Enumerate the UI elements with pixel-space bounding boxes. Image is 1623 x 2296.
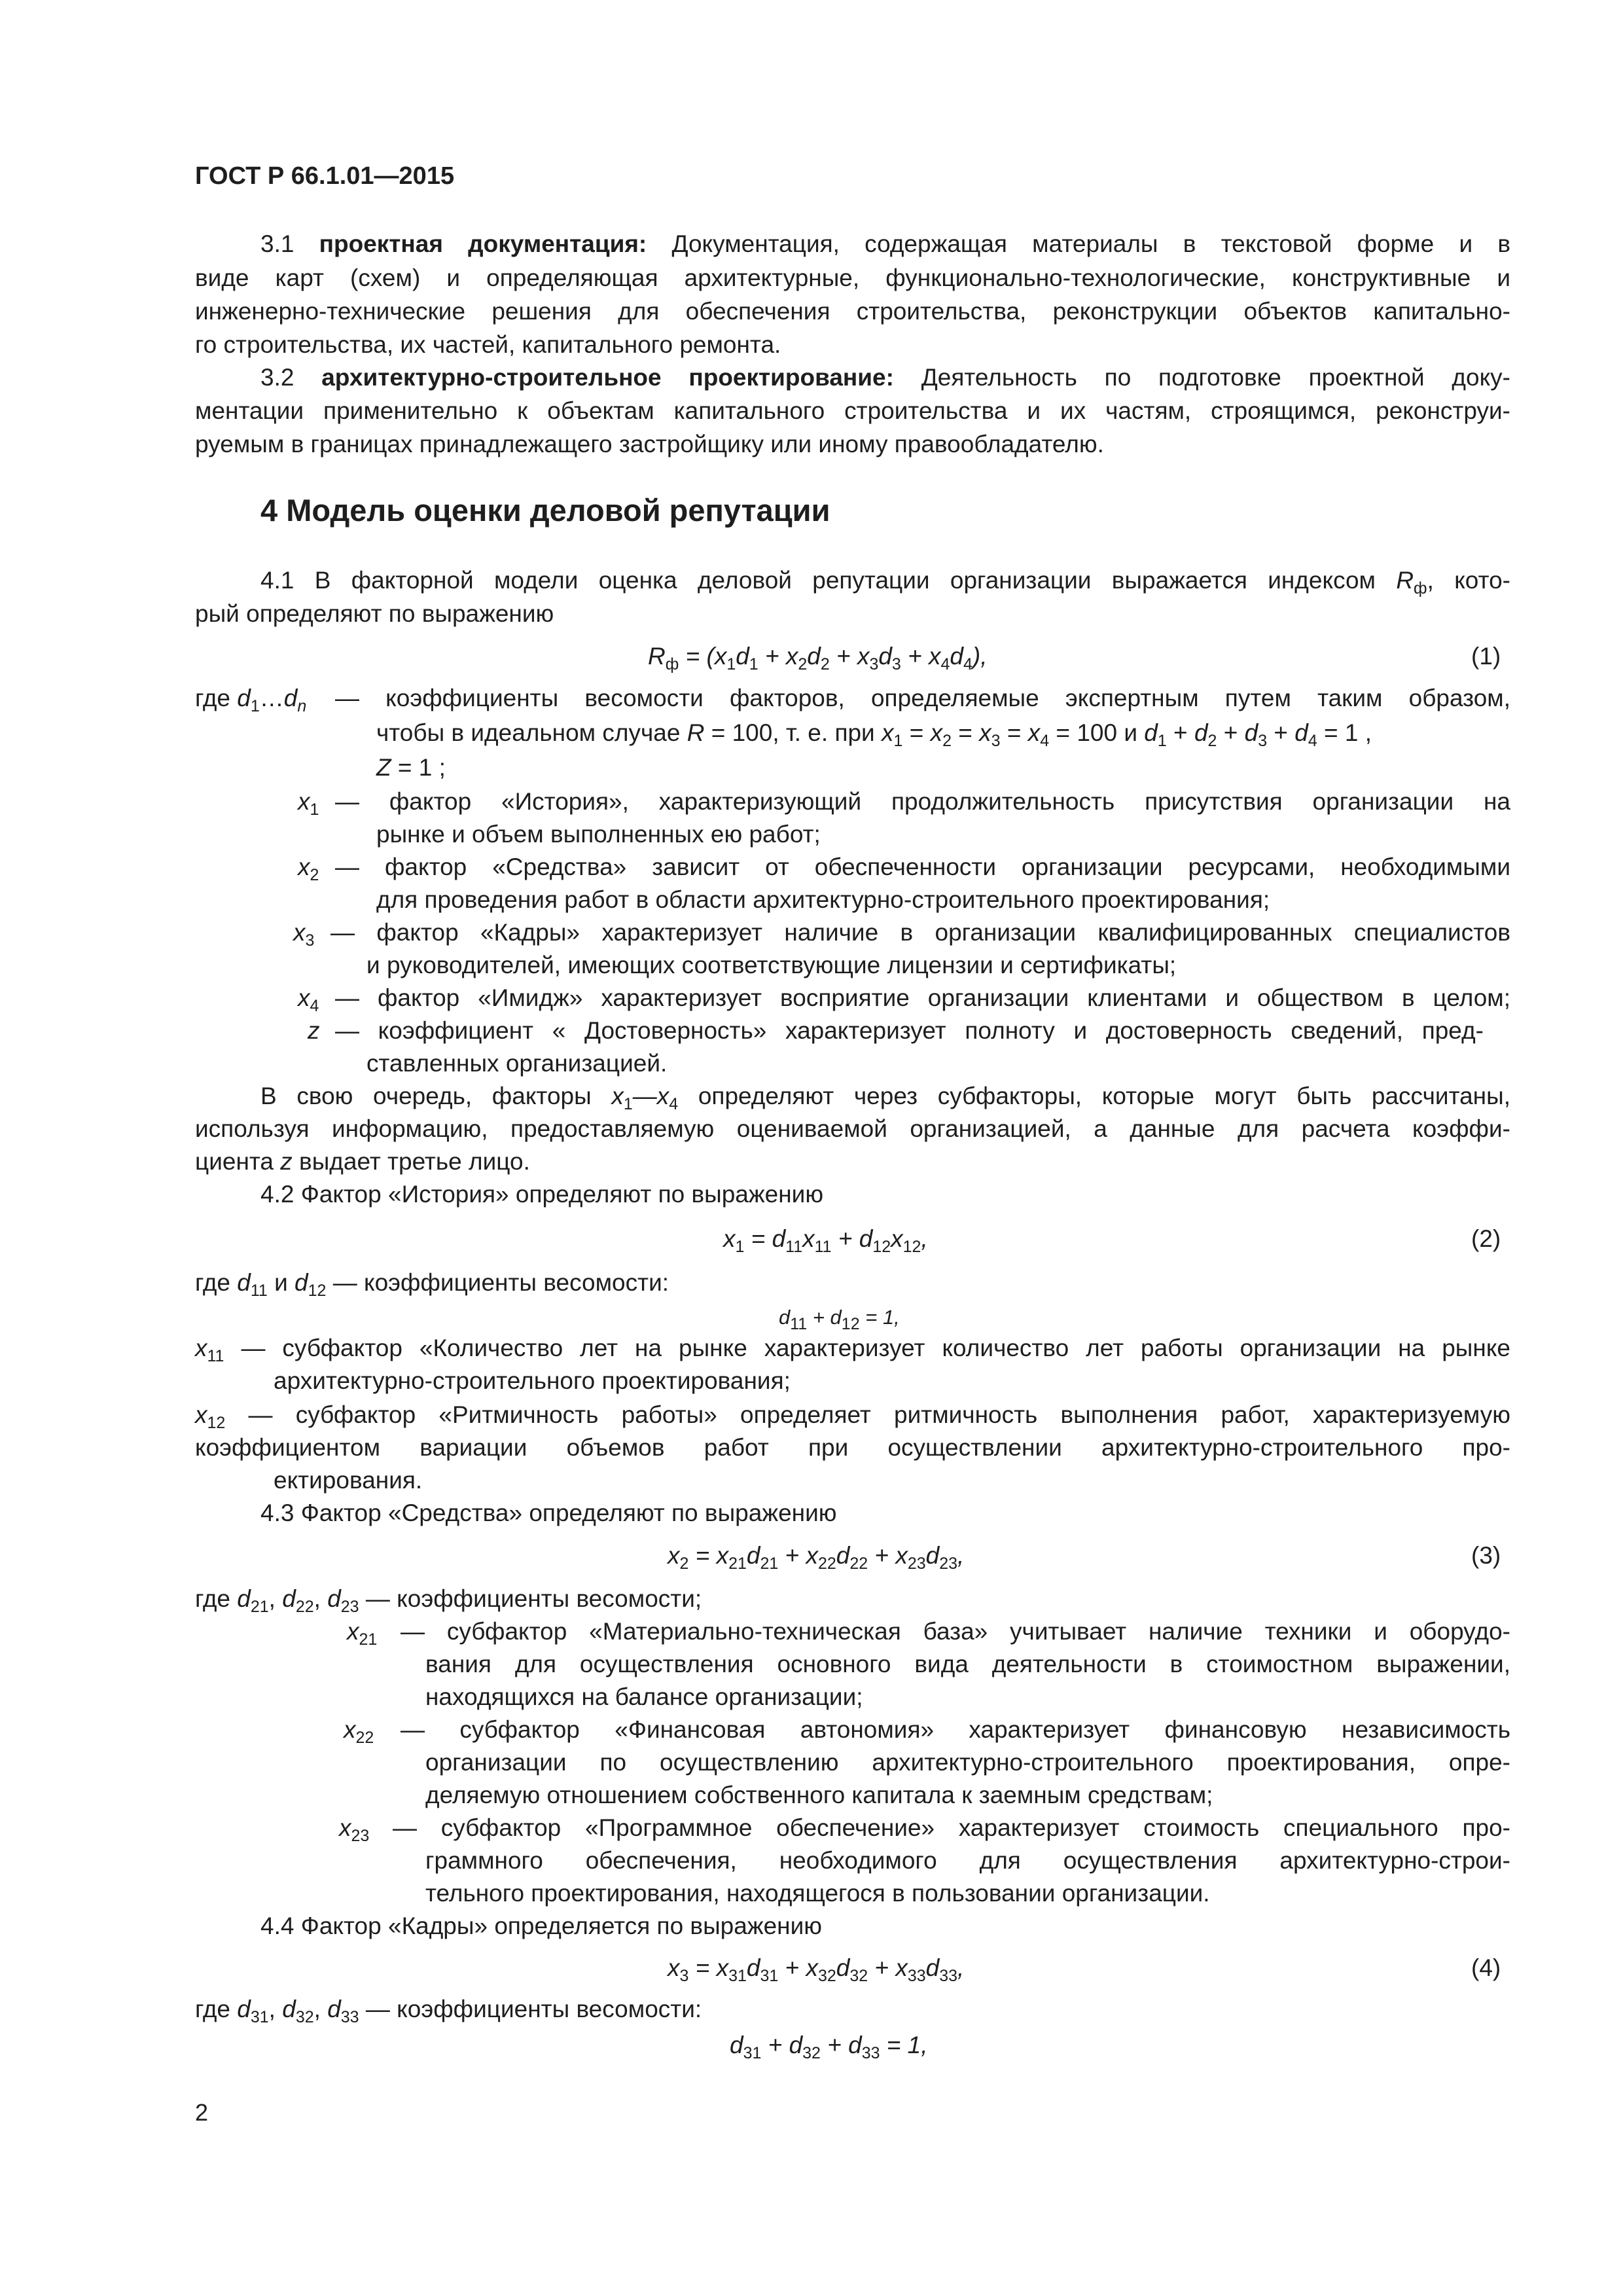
definition-x11-line: $x_{11}$ — субфактор «Количество лет на рынке характеризует количество лет работы организации на рынке	[195, 1335, 1510, 1365]
definition-x23-line: — субфактор «Программное обеспечение» характеризует стоимость специального про-	[393, 1814, 1510, 1841]
definition-x21-line: — субфактор «Материально-техническая база» учитывает наличие техники и оборудо-	[401, 1618, 1510, 1645]
definition-x12-line: $x_{12}$ — субфактор «Ритмичность работы» определяет ритмичность выполнения работ, характеризуемую	[195, 1401, 1510, 1432]
definition-x22-line: — субфактор «Финансовая автономия» характеризует финансовую независимость	[401, 1716, 1510, 1743]
equation-2: $x_1 = d_{11}x_{11} + d_{12}x_{12}$,	[723, 1225, 928, 1256]
where-label-d11-d12: где $d_{11}$ и $d_{12}$ — коэффициенты весомости:	[195, 1269, 669, 1300]
paragraph-subfactors-line: циента z выдает третье лицо.	[195, 1148, 530, 1175]
symbol-x22: $x_{22}$	[344, 1716, 374, 1747]
symbol-x1: $x_1$	[298, 788, 319, 819]
page-number: 2	[195, 2099, 209, 2126]
definition-x22-line: деляемую отношением собственного капитала к заемным средствам;	[425, 1782, 1213, 1808]
definition-x12-line: ектирования.	[274, 1467, 423, 1494]
paragraph-3-2-line: руемым в границах принадлежащего застройщику или иному правообладателю.	[195, 431, 1104, 457]
definition-x1-line: рынке и объем выполненных ею работ;	[376, 821, 821, 848]
paragraph-4-1-line: рый определяют по выражению	[195, 600, 554, 627]
symbol-z: z	[308, 1017, 320, 1044]
paragraph-4-2: 4.2 Фактор «История» определяют по выражению	[260, 1181, 824, 1208]
definition-x1-line: — фактор «История», характеризующий продолжительность присутствия организации на	[335, 788, 1510, 815]
where-label-d3x: где $d_{31}$, $d_{32}$, $d_{33}$ — коэффициенты весомости:	[195, 1996, 702, 2026]
term-design-documentation: проектная документация:	[319, 230, 647, 257]
equation-1: $R_ф = (x_1d_1 + x_2d_2 + x_3d_3 + x_4d_4)$,	[648, 643, 988, 673]
paragraph-subfactors-line: используя информацию, предоставляемую оцениваемой организацией, а данные для расчета коэффи-	[195, 1115, 1510, 1142]
definition-x3-line: и руководителей, имеющих соответствующие лицензии и сертификаты;	[366, 952, 1177, 978]
symbol-x21: $x_{21}$	[347, 1618, 378, 1649]
definition-z-line: — коэффициент « Достоверность» характеризует полноту и достоверность сведений, пред-	[335, 1017, 1484, 1044]
definition-d-line: — коэффициенты весомости факторов, определяемые экспертным путем таким образом,	[335, 685, 1510, 711]
paragraph-3-2-line: 3.2 архитектурно-строительное проектирование: Деятельность по подготовке проектной доку-	[260, 364, 1510, 391]
equation-number: (1)	[1471, 643, 1501, 670]
definition-x22-line: организации по осуществлению архитектурно-строительного проектирования, опре-	[425, 1749, 1510, 1776]
definition-z-line: ставленных организацией.	[366, 1050, 668, 1077]
where-label-d: где $d_1\dots d_n$	[195, 685, 307, 715]
definition-x12-line: коэффициентом вариации объемов работ при осуществлении архитектурно-строительного про-	[195, 1434, 1510, 1461]
definition-x11-line: архитектурно-строительного проектирования;	[274, 1367, 791, 1394]
definition-x2-line: — фактор «Средства» зависит от обеспеченности организации ресурсами, необходимыми	[335, 853, 1510, 880]
term-architectural-design: архитектурно-строительное проектирование:	[321, 364, 894, 391]
symbol-x23: $x_{23}$	[339, 1814, 370, 1845]
equation-3: $x_2 = x_{21}d_{21} + x_{22}d_{22} + x_{23}d_{23}$,	[668, 1542, 965, 1573]
definition-x2-line: для проведения работ в области архитектурно-строительного проектирования;	[376, 886, 1270, 913]
paragraph-3-1-line: го строительства, их частей, капитального ремонта.	[195, 331, 781, 358]
paragraph-3-2-line: ментации применительно к объектам капитального строительства и их частям, строящимся, реконструи-	[195, 397, 1510, 424]
paragraph-3-1-line: инженерно-технические решения для обеспечения строительства, реконструкции объектов капитально-	[195, 298, 1510, 325]
paragraph-4-3: 4.3 Фактор «Средства» определяют по выражению	[260, 1499, 837, 1526]
definition-x4-line: — фактор «Имидж» характеризует восприятие организации клиентами и обществом в целом;	[335, 984, 1510, 1011]
paragraph-4-1-line: 4.1 В факторной модели оценка деловой репутации организации выражается индексом $R_ф$, кото-	[260, 567, 1511, 598]
definition-x23-line: граммного обеспечения, необходимого для осуществления архитектурно-строи-	[425, 1847, 1510, 1874]
definition-x21-line: находящихся на балансе организации;	[425, 1683, 863, 1710]
constraint-4: $d_{31} + d_{32} + d_{33} = 1$,	[730, 2032, 928, 2062]
section-heading: 4 Модель оценки деловой репутации	[260, 493, 830, 528]
equation-4: $x_3 = x_{31}d_{31} + x_{32}d_{32} + x_{33}d_{33}$,	[668, 1954, 965, 1985]
paragraph-4-4: 4.4 Фактор «Кадры» определяется по выражению	[260, 1912, 823, 1939]
where-label-d2x: где $d_{21}$, $d_{22}$, $d_{23}$ — коэффициенты весомости;	[195, 1585, 702, 1616]
symbol-x2: $x_2$	[298, 853, 319, 884]
equation-number: (4)	[1471, 1954, 1501, 1981]
document-header: ГОСТ Р 66.1.01—2015	[195, 162, 455, 190]
definition-d-line: чтобы в идеальном случае R = 100, т. е. при $x_1 = x_2 = x_3 = x_4 = 100$ и $d_1 + d_2 + d_3 + d_4 = 1$ ,	[376, 719, 1372, 750]
paragraph-3-1-line: 3.1 проектная документация: Документация, содержащая материалы в текстовой форме и в	[260, 230, 1510, 257]
definition-x3-line: — фактор «Кадры» характеризует наличие в организации квалифицированных специалистов	[330, 919, 1510, 946]
symbol-x4: $x_4$	[298, 984, 319, 1015]
paragraph-3-1-line: виде карт (схем) и определяющая архитектурные, функционально-технологические, конструктивные и	[195, 264, 1510, 291]
equation-number: (3)	[1471, 1542, 1501, 1569]
definition-x21-line: вания для осуществления основного вида деятельности в стоимостном выражении,	[425, 1651, 1510, 1677]
constraint-2: $d_{11} + d_{12} = 1$,	[779, 1306, 900, 1333]
definition-x23-line: тельного проектирования, находящегося в пользовании организации.	[425, 1880, 1210, 1907]
definition-z-value: Z = 1 ;	[376, 754, 446, 781]
paragraph-subfactors-line: В свою очередь, факторы $x_1—x_4$ определяют через субфакторы, которые могут быть рассчитаны,	[260, 1083, 1510, 1113]
equation-number: (2)	[1471, 1225, 1501, 1252]
symbol-x3: $x_3$	[293, 919, 315, 950]
